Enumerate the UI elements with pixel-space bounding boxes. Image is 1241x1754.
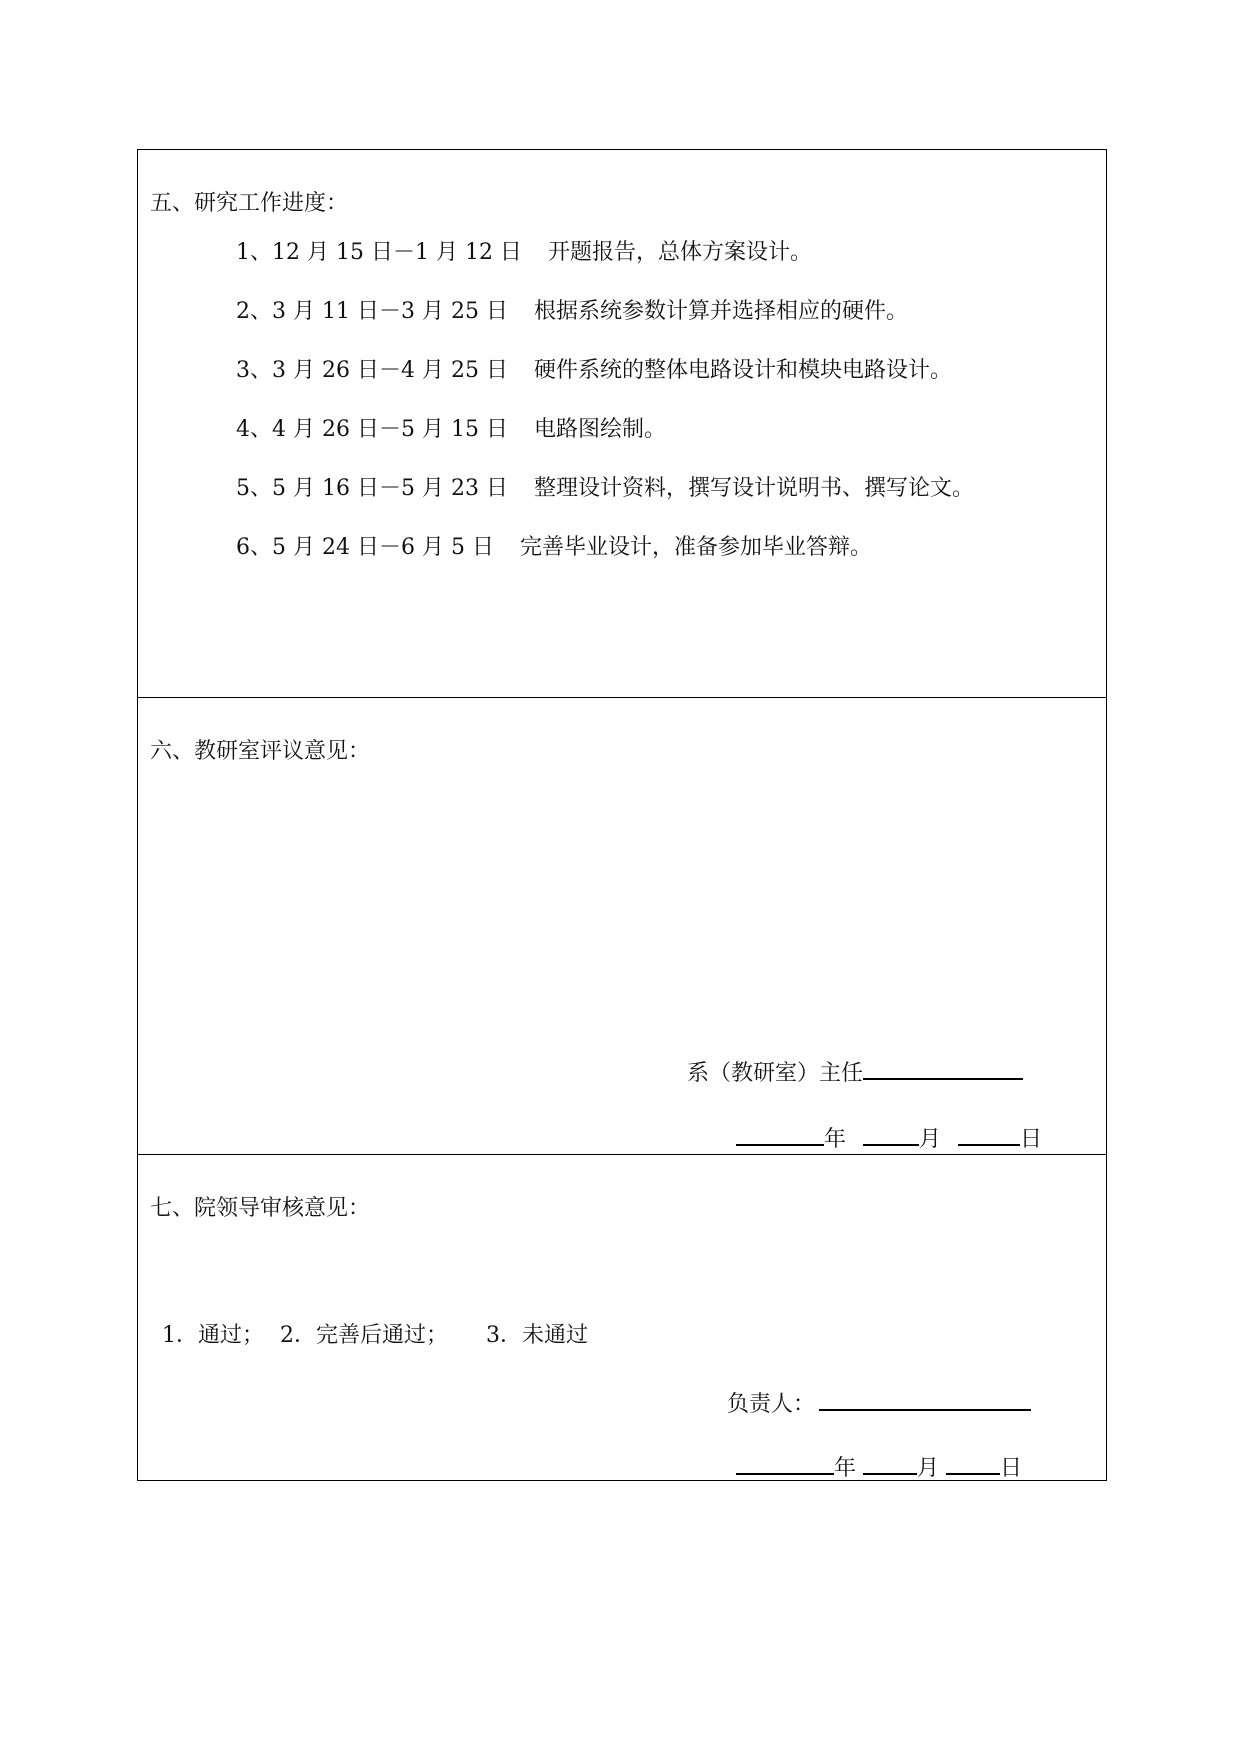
schedule-task: 整理设计资料，撰写设计说明书、撰写论文。: [533, 476, 974, 501]
option-pass[interactable]: 1．通过；: [162, 1323, 264, 1348]
day-label: 日: [1020, 1127, 1043, 1152]
section-research-schedule: [138, 150, 1106, 698]
schedule-date: 1、12 月 15 日－1 月 12 日: [236, 240, 522, 265]
approval-heading: 七、院领导审核意见：: [150, 1196, 371, 1221]
schedule-date: 2、3 月 11 日－3 月 25 日: [236, 299, 508, 324]
schedule-date: 6、5 月 24 日－6 月 5 日: [236, 535, 494, 560]
schedule-task: 完善毕业设计，准备参加毕业答辩。: [519, 535, 872, 560]
schedule-date: 3、3 月 26 日－4 月 25 日: [236, 358, 508, 383]
month-blank[interactable]: [863, 1451, 917, 1475]
schedule-item: [236, 474, 974, 533]
schedule-task: 根据系统参数计算并选择相应的硬件。: [533, 299, 908, 324]
director-signature-line[interactable]: [863, 1056, 1023, 1080]
month-blank[interactable]: [863, 1122, 919, 1146]
option-pass-after-revision[interactable]: 2．完善后通过；: [280, 1323, 448, 1348]
day-blank[interactable]: [946, 1451, 1000, 1475]
approval-date-row: [736, 1451, 1022, 1482]
schedule-task: 电路图绘制。: [533, 417, 666, 442]
approval-options: [162, 1318, 604, 1349]
schedule-item: [236, 415, 974, 474]
schedule-task: 硬件系统的整体电路设计和模块电路设计。: [533, 358, 952, 383]
schedule-list: [236, 238, 974, 592]
owner-signature-line[interactable]: [819, 1387, 1031, 1411]
schedule-item: [236, 356, 974, 415]
review-heading: 六、教研室评议意见：: [150, 739, 371, 764]
director-label: 系（教研室）主任: [687, 1061, 864, 1086]
director-signature-row: [687, 1056, 1023, 1087]
month-label: 月: [919, 1127, 942, 1152]
schedule-date: 4、4 月 26 日－5 月 15 日: [236, 417, 508, 442]
year-label: 年: [834, 1456, 857, 1481]
month-label: 月: [917, 1456, 940, 1481]
schedule-item: [236, 533, 974, 592]
schedule-task: 开题报告，总体方案设计。: [547, 240, 812, 265]
year-blank[interactable]: [736, 1451, 834, 1475]
proposal-form-table: [137, 149, 1107, 1481]
review-date-row: [736, 1122, 1042, 1153]
day-label: 日: [1000, 1456, 1023, 1481]
year-label: 年: [824, 1127, 847, 1152]
schedule-item: [236, 297, 974, 356]
schedule-date: 5、5 月 16 日－5 月 23 日: [236, 476, 508, 501]
owner-signature-row: [727, 1387, 1031, 1418]
day-blank[interactable]: [958, 1122, 1020, 1146]
section-leadership-approval: [138, 1155, 1106, 1480]
schedule-item: [236, 238, 974, 297]
schedule-heading: 五、研究工作进度：: [150, 191, 349, 216]
section-department-review: [138, 698, 1106, 1155]
option-fail[interactable]: 3．未通过: [486, 1323, 588, 1348]
owner-label: 负责人：: [727, 1392, 816, 1417]
year-blank[interactable]: [736, 1122, 824, 1146]
